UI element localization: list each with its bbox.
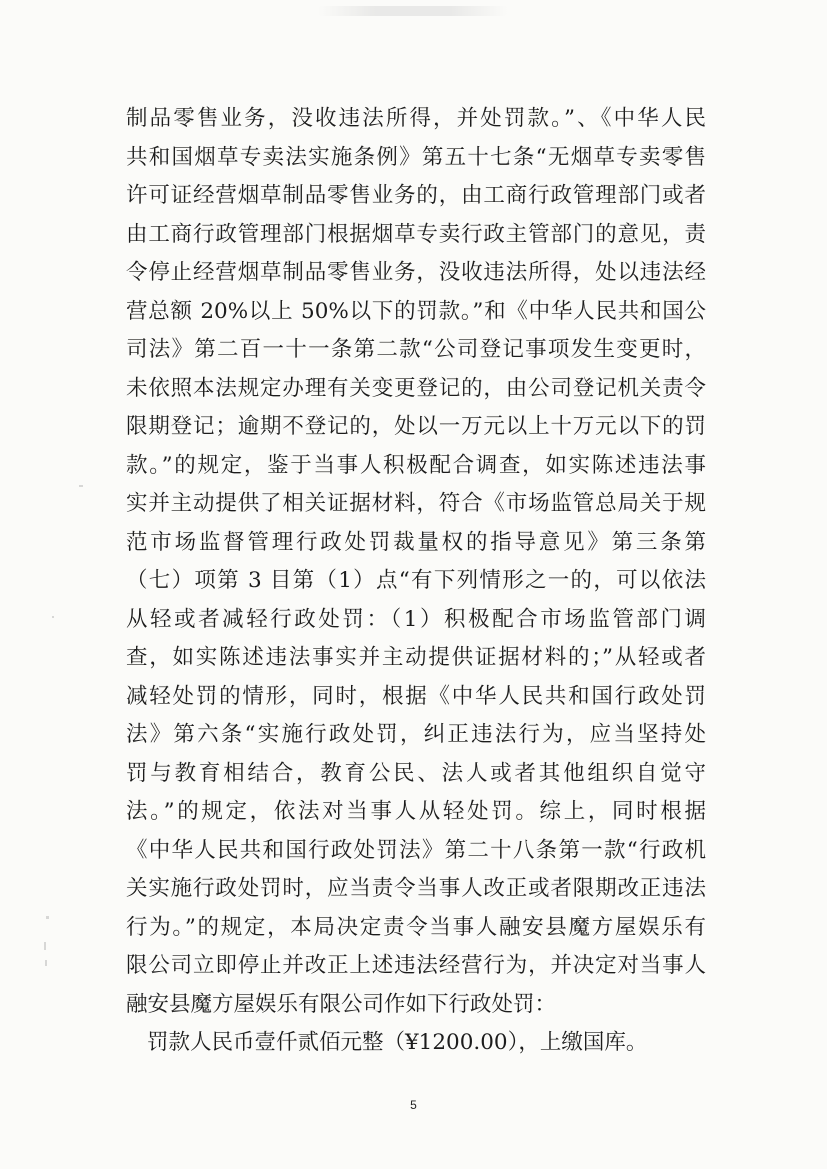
text-line: 许可证经营烟草制品零售业务的，由工商行政管理部门或者 [126,183,706,208]
text-line: 法。”的规定，依法对当事人从轻处罚。综上，同时根据 [126,799,706,824]
penalty-line: 罚款人民币壹仟贰佰元整（¥1200.00），上缴国库。 [147,1030,648,1055]
text-line: 法》第六条“实施行政处罚，纠正违法行为，应当坚持处 [126,722,706,747]
text-line: 营总额 20%以上 50%以下的罚款。”和《中华人民共和国公 [126,298,706,324]
text-line: 未依照本法规定办理有关变更登记的，由公司登记机关责令 [126,375,706,401]
text-line: （七）项第 3 目第（1）点“有下列情形之一的，可以依法 [126,568,706,593]
text-line: 《中华人民共和国行政处罚法》第二十八条第一款“行政机 [126,837,706,863]
text-line: 实并主动提供了相关证据材料，符合《市场监管总局关于规 [126,491,706,516]
text-line: 制品零售业务，没收违法所得，并处罚款。”、《中华人民 [126,106,706,131]
text-line: 司法》第二百一十一条第二款“公司登记事项发生变更时， [126,337,706,362]
text-line: 款。”的规定，鉴于当事人积极配合调查，如实陈述违法事 [126,452,706,478]
scan-speck [79,485,83,487]
scan-speck [45,960,47,966]
scan-speck [44,942,46,950]
text-line: 限期登记；逾期不登记的，处以一万元以上十万元以下的罚 [126,414,706,439]
text-line: 从轻或者减轻行政处罚：（1）积极配合市场监管部门调 [126,606,706,632]
text-line: 共和国烟草专卖法实施条例》第五十七条“无烟草专卖零售 [126,144,706,170]
scan-speck [52,616,54,618]
text-line: 限公司立即停止并改正上述违法经营行为，并决定对当事人 [126,953,706,978]
text-line: 关实施行政处罚时，应当责令当事人改正或者限期改正违法 [126,876,706,901]
text-line: 融安县魔方屋娱乐有限公司作如下行政处罚： [126,991,557,1017]
text-line: 查，如实陈述违法事实并主动提供证据材料的；”从轻或者 [126,645,706,670]
text-line: 令停止经营烟草制品零售业务，没收违法所得，处以违法经 [126,260,706,285]
scan-smudge [318,6,508,16]
text-line: 罚与教育相结合，教育公民、法人或者其他组织自觉守 [126,760,706,786]
document-body [126,100,706,1063]
text-line: 减轻处罚的情形，同时，根据《中华人民共和国行政处罚 [126,683,706,709]
text-line: 由工商行政管理部门根据烟草专卖行政主管部门的意见，责 [126,221,706,247]
text-line: 行为。”的规定，本局决定责令当事人融安县魔方屋娱乐有 [126,914,706,940]
page-number: 5 [410,1098,417,1112]
text-line: 范市场监督管理行政处罚裁量权的指导意见》第三条第 [126,529,706,555]
scan-speck [46,916,49,919]
